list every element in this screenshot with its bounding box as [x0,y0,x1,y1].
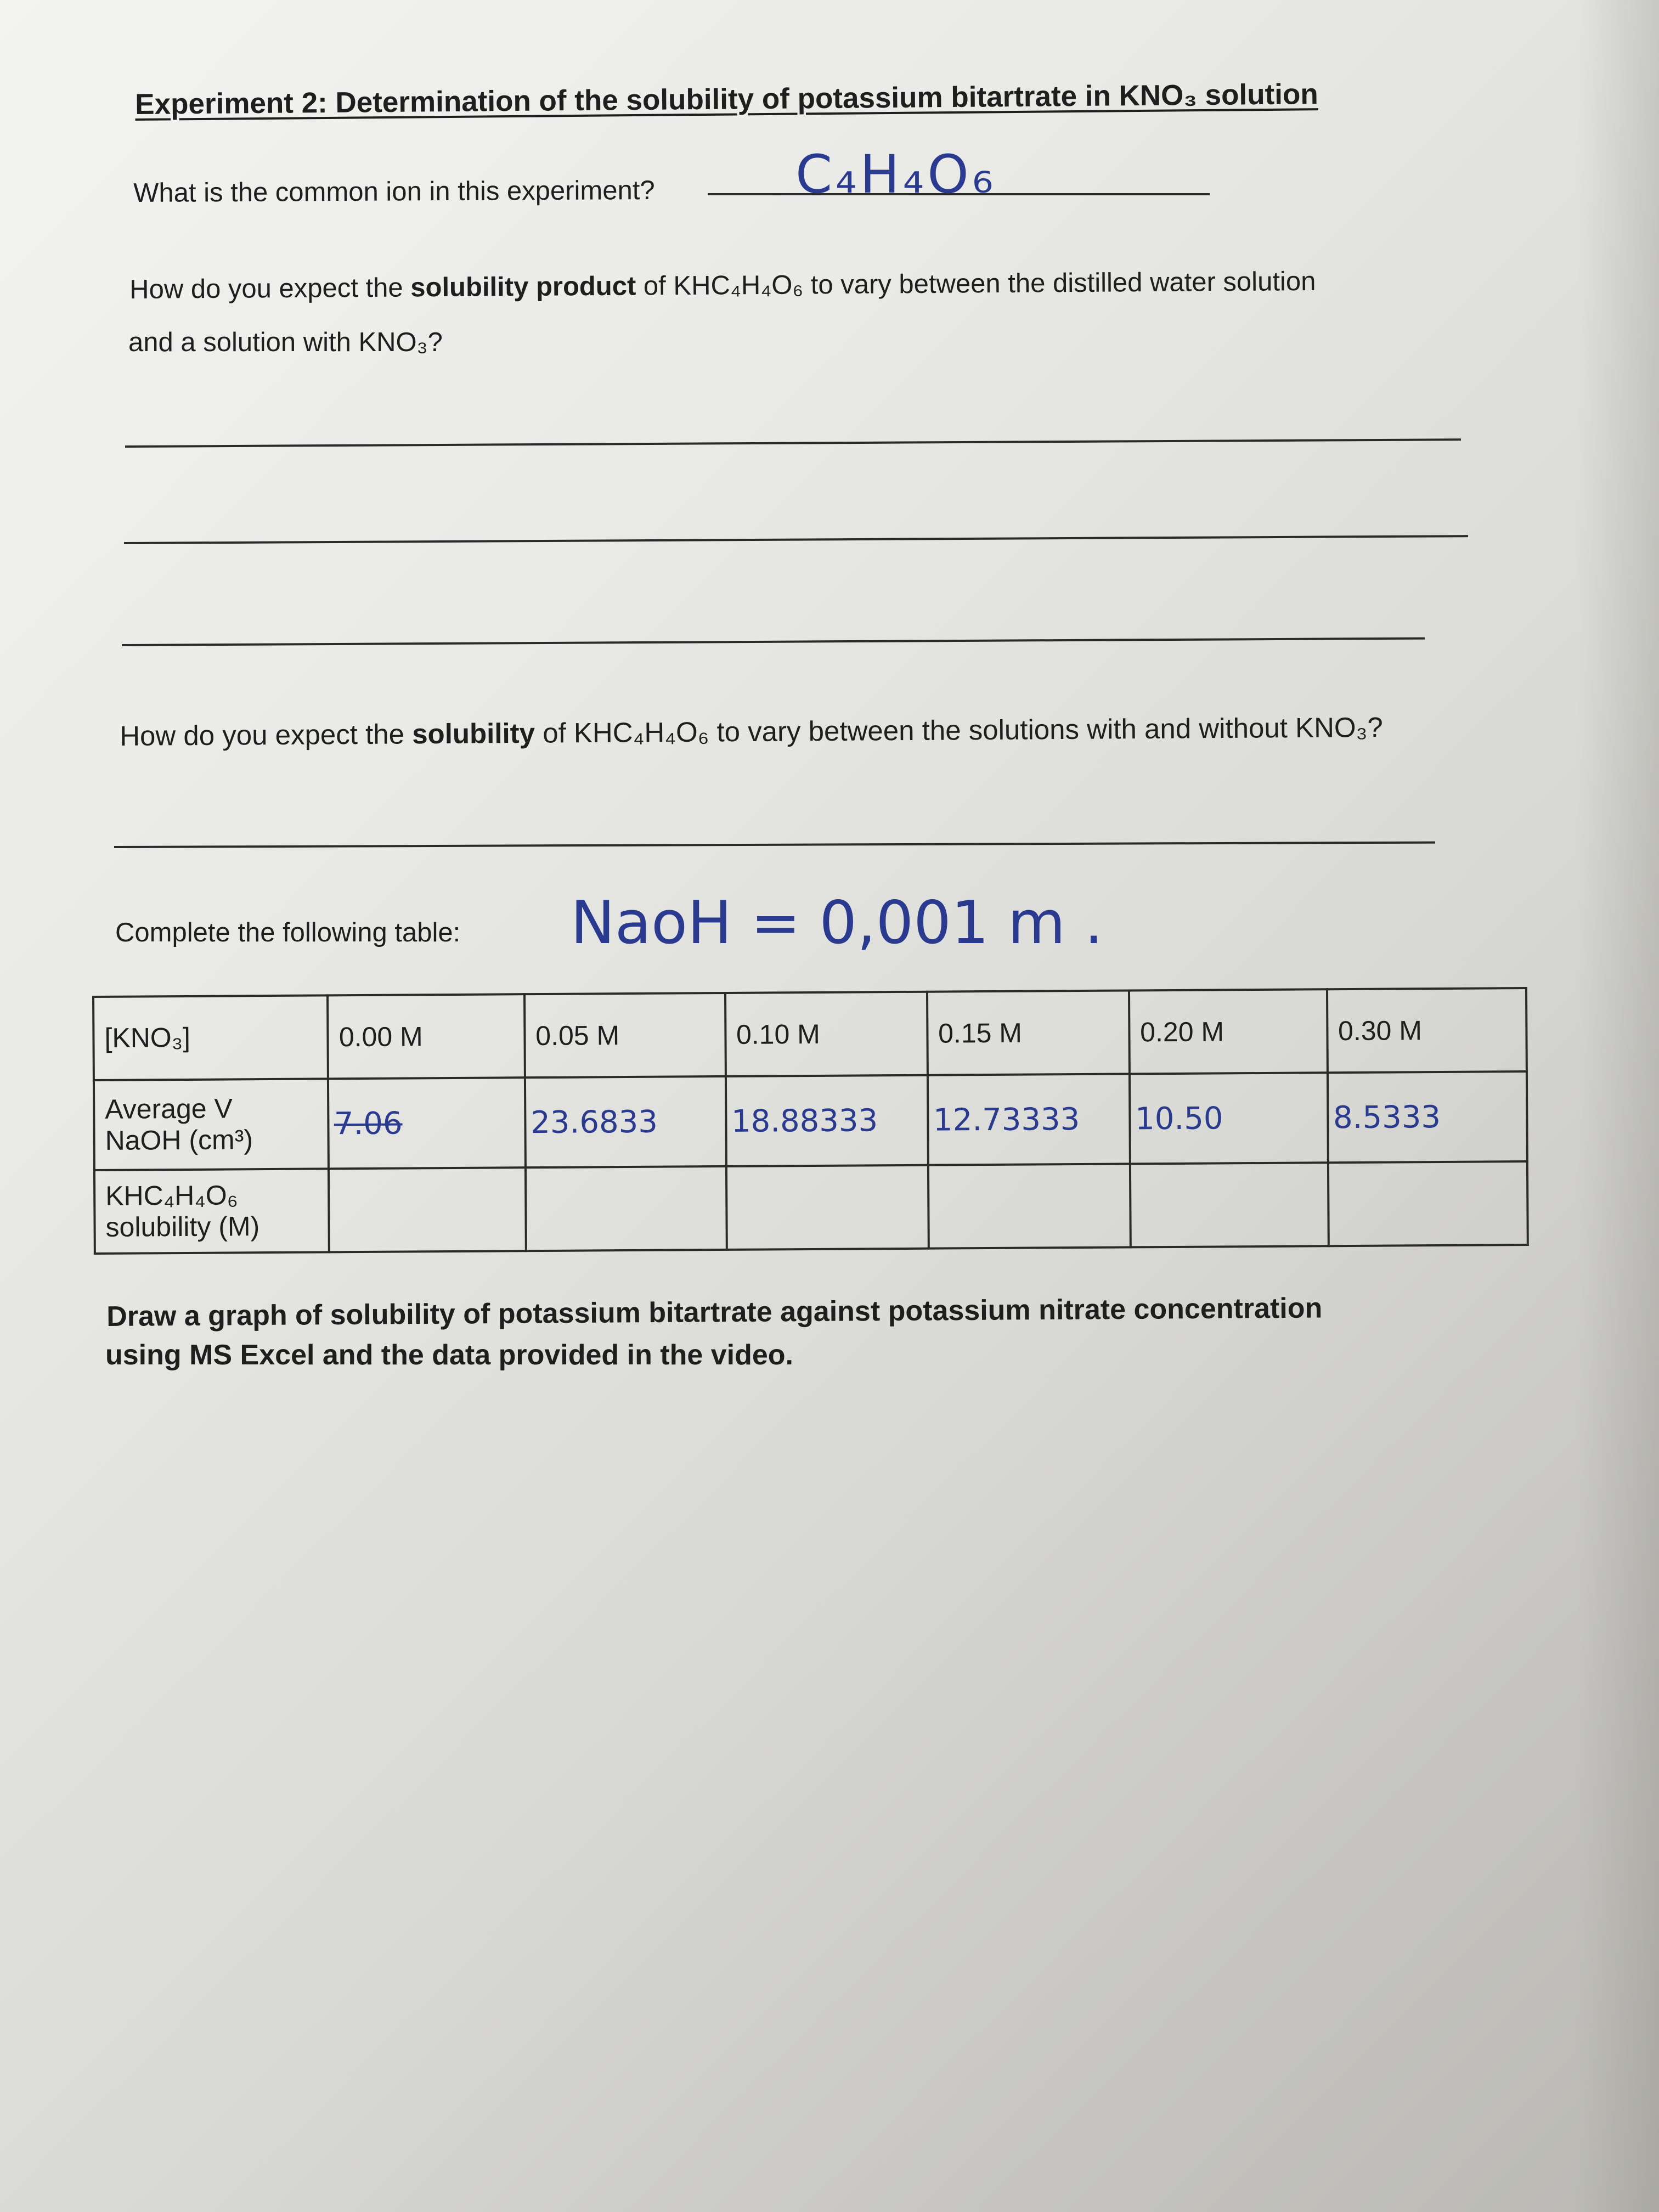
graph-instruction-line2: using MS Excel and the data provided in the video. [105,1339,793,1371]
table-row-average-volume [94,1071,1527,1170]
struck-volume-value: 7.06 [334,1105,403,1142]
concentration-cell: 0.20 M [1129,989,1328,1074]
q3-pre: How do you expect the [120,718,413,752]
average-volume-cell: 10.50 [1130,1073,1328,1164]
page-edge-shadow [1577,0,1659,2212]
concentration-cell: 0.05 M [524,993,726,1077]
answer-line-2 [124,535,1468,544]
solubility-product-question [129,266,1316,305]
bleed-through-top [768,0,785,48]
solubility-cell [928,1164,1131,1248]
table-row-solubility [94,1161,1528,1254]
concentration-cell: 0.10 M [725,992,928,1076]
average-volume-label-line1: Average V [105,1092,233,1125]
table-prompt: Complete the following table: [115,918,461,947]
q3-bold: solubility [411,717,535,750]
solubility-cell [726,1165,928,1250]
answer-line-3 [122,637,1425,646]
table-header-solubility [94,1169,329,1254]
q2-line1-bold: solubility product [410,271,636,303]
average-volume-cell: 18.88333 [725,1075,928,1166]
average-volume-cell: 12.73333 [928,1074,1130,1165]
concentration-cell: 0.15 M [927,990,1130,1075]
solubility-product-question-line2: and a solution with KNO₃? [128,328,443,357]
concentration-cell: 0.30 M [1327,988,1527,1073]
concentration-cell: 0.00 M [328,994,524,1079]
q2-line1-post: of KHC₄H₄O₆ to vary between the distilled water solution [636,266,1316,301]
table-row-concentration [93,988,1527,1080]
solubility-cell [1328,1161,1528,1246]
solubility-table [92,987,1529,1255]
common-ion-answer: C₄H₄O₆ [795,144,997,205]
solubility-label-line1: KHC₄H₄O₆ [105,1179,238,1211]
table-header-average-volume [94,1079,329,1170]
experiment-title: Experiment 2: Determination of the solubility of potassium bitartrate in KNO₃ solution [135,78,1318,121]
answer-line-4 [114,842,1435,848]
solubility-cell [526,1166,727,1251]
q2-line1-pre: How do you expect the [129,273,411,304]
average-volume-label-line2: NaOH (cm³) [105,1124,253,1156]
solubility-cell [1130,1163,1329,1247]
common-ion-question: What is the common ion in this experiment? [133,176,655,208]
naoh-concentration-note: NaoH = 0,001 m . [571,889,1103,957]
q3-post: of KHC₄H₄O₆ to vary between the solutions with and without KNO₃? [534,711,1383,749]
average-volume-cell: 23.6833 [525,1076,726,1167]
solubility-cell [329,1167,526,1252]
table-header-kno3: [KNO₃] [93,995,328,1080]
answer-line-1 [125,438,1461,448]
average-volume-cell: 8.5333 [1328,1071,1527,1163]
solubility-question [120,711,1383,752]
solubility-label-line2: solubility (M) [105,1211,260,1243]
average-volume-cell [328,1077,525,1169]
graph-instruction-line1: Draw a graph of solubility of potassium bitartrate against potassium nitrate concentration [106,1292,1323,1333]
